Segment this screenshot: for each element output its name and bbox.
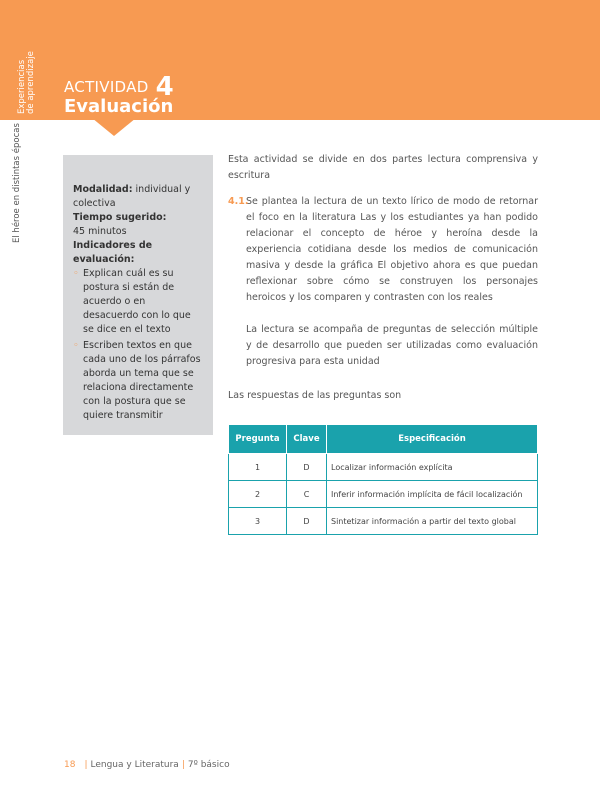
cell-clave: D (287, 508, 327, 535)
grade: 7º básico (187, 760, 230, 770)
indicadores-label: Indicadores de evaluación: (73, 240, 153, 265)
cell-pregunta: 1 (229, 454, 287, 481)
activity-number: 4 (155, 72, 175, 102)
cell-especificacion: Sintetizar información a partir del texto global (327, 508, 538, 535)
cell-pregunta: 2 (229, 481, 287, 508)
cell-pregunta: 3 (229, 508, 287, 535)
unit-label: El héroe en distintas épocas (12, 123, 22, 243)
indicadores-list (73, 267, 203, 423)
section-label-line1: Experiencias (17, 59, 27, 114)
separator: | (84, 760, 88, 770)
bullet-icon: ◦ (73, 268, 79, 279)
intro-paragraph: Esta actividad se divide en dos partes lectura comprensiva y escritura (228, 154, 538, 181)
section-label-line2: de aprendizaje (26, 51, 36, 114)
answers-table (228, 424, 538, 535)
item-paragraph: Se plantea la lectura de un texto lírico de modo de retornar el foco en la literatura Las y los estudiantes ya han podido relacionar el concepto de héroe y heroína desde la experiencia cotidiana desde los medios de comunicación masiva y desde la gráfica El objetivo ahora es que puedan reflexionar sobre cómo se construyen los personajes heroicos y los comparen y contrasten con los reales (246, 196, 538, 303)
page-number: 18 (64, 760, 76, 770)
item-number: 4.1. (228, 196, 249, 207)
cell-clave: D (287, 454, 327, 481)
section-side-label (18, 44, 34, 114)
list-item: ◦ Explican cuál es su postura si están de acuerdo o en desacuerdo con lo que se dice en el texto (73, 268, 191, 335)
modalidad-value: individual y colectiva (73, 184, 191, 209)
table-header-row (229, 425, 538, 454)
list-item: ◦ Escriben textos en que cada uno de los párrafos aborda un tema que se relaciona directamente con la postura que se quiere transmitir (73, 340, 201, 421)
table-row (229, 481, 538, 508)
table-row (229, 508, 538, 535)
separator: | (181, 760, 185, 770)
numbered-item (228, 194, 538, 370)
tiempo-value: 45 minutos (73, 226, 127, 237)
page-footer (64, 760, 230, 770)
tiempo-label: Tiempo sugerido: (73, 212, 167, 223)
cell-especificacion: Inferir información implícita de fácil localización (327, 481, 538, 508)
bullet-icon: ◦ (73, 340, 79, 351)
header-pregunta: Pregunta (229, 425, 287, 454)
table-row (229, 454, 538, 481)
modalidad (73, 183, 203, 211)
unit-side-label (12, 123, 24, 243)
cell-especificacion: Localizar información explícita (327, 454, 538, 481)
header-clave: Clave (287, 425, 327, 454)
header-especificacion: Especificación (327, 425, 538, 454)
item-paragraph-2: La lectura se acompaña de preguntas de selección múltiple y de desarrollo que pueden ser utilizadas como evaluación progresiva para esta unidad (246, 324, 538, 367)
cell-clave: C (287, 481, 327, 508)
header-notch (92, 118, 136, 136)
subject: Lengua y Literatura (90, 760, 179, 770)
activity-word: ACTIVIDAD (64, 78, 149, 96)
activity-info-box (63, 155, 213, 435)
answers-label: Las respuestas de las preguntas son (228, 390, 402, 401)
activity-title: Evaluación (64, 96, 174, 117)
main-content (228, 152, 538, 404)
modalidad-label: Modalidad: (73, 184, 133, 195)
